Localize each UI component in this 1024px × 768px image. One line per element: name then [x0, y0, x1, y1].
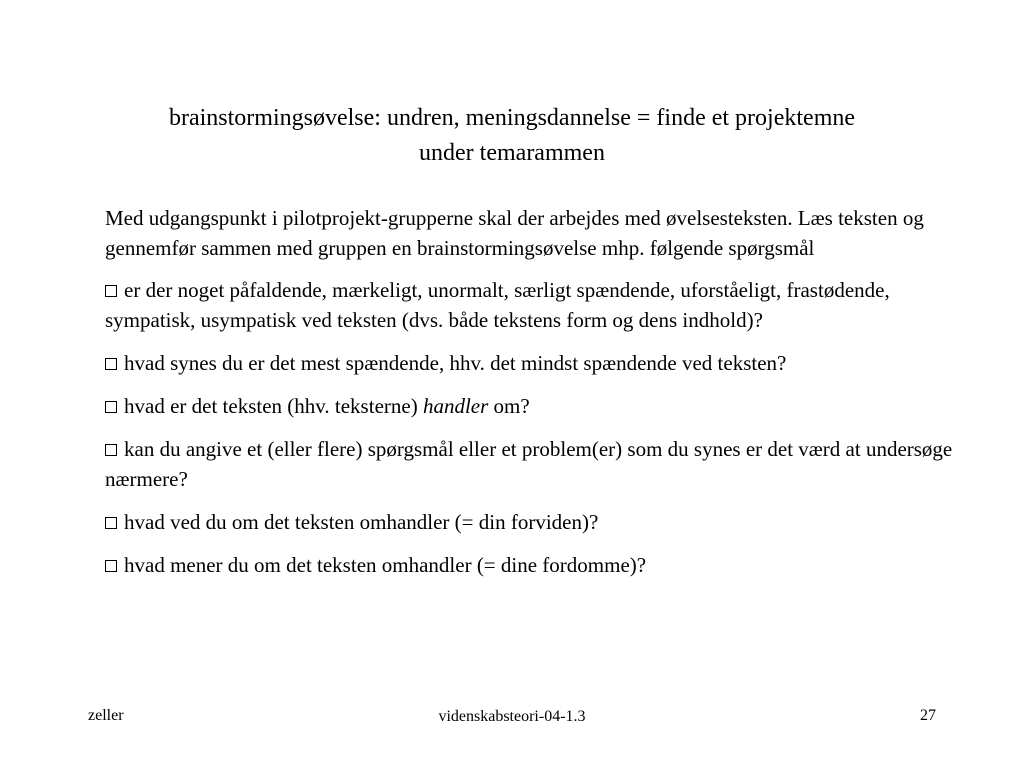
footer-author: zeller — [88, 707, 124, 724]
question-item-1 — [105, 275, 955, 335]
question-item-6 — [105, 550, 955, 580]
question-text-4: kan du angive et (eller flere) spørgsmål eller et problem(er) som du synes er det værd at undersøge nærmere? — [105, 437, 953, 491]
checkbox-square-icon — [105, 560, 117, 572]
slide-title-line-1: brainstormingsøvelse: undren, meningsdannelse = finde et projektemne — [168, 105, 856, 131]
checkbox-square-icon — [105, 358, 117, 370]
question-item-4 — [105, 434, 955, 494]
slide-title-line-2: under temarammen — [419, 140, 605, 166]
checkbox-square-icon — [105, 517, 117, 529]
question-item-2 — [105, 348, 955, 378]
checkbox-square-icon — [105, 444, 117, 456]
question-text-2: hvad synes du er det mest spændende, hhv. det mindst spændende ved teksten? — [124, 351, 787, 375]
question-item-5 — [105, 507, 955, 537]
intro-paragraph: Med udgangspunkt i pilotprojekt-grupperne skal der arbejdes med øvelsesteksten. Læs teksten og gennemfør sammen med gruppen en brainstormingsøvelse mhp. følgende spørgsmål — [105, 206, 924, 260]
question-item-3 — [105, 391, 955, 421]
question-text-6: hvad mener du om det teksten omhandler (= dine fordomme)? — [124, 553, 647, 577]
footer-document-name: videnskabsteori-04-1.3 — [438, 708, 586, 725]
checkbox-square-icon — [105, 285, 117, 297]
question-text-1: er der noget påfaldende, mærkeligt, unormalt, særligt spændende, uforståeligt, frastødende, sympatisk, usympatisk ved teksten (dvs. både tekstens form og dens indhold)? — [105, 278, 890, 332]
question-text-5: hvad ved du om det teksten omhandler (= din forviden)? — [124, 510, 599, 534]
checkbox-square-icon — [105, 401, 117, 413]
question-text-3-after: om? — [488, 394, 530, 418]
slide-title — [90, 101, 934, 171]
question-text-3-before: hvad er det teksten (hhv. teksterne) — [124, 394, 423, 418]
footer-page-number: 27 — [920, 707, 936, 724]
question-text-3-emphasis: handler — [422, 394, 489, 418]
slide-body — [105, 203, 955, 593]
